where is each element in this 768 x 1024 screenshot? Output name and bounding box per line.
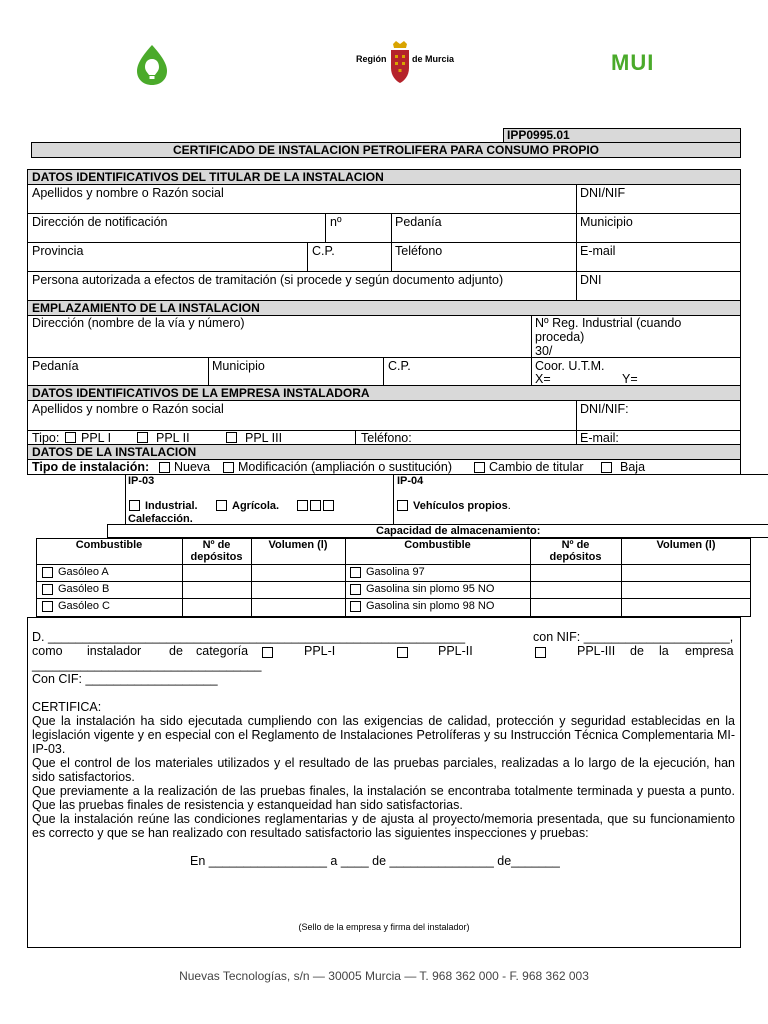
calefaccion-checkbox-3[interactable]: [323, 500, 334, 511]
cert-cif-line: Con CIF: ___________________: [32, 672, 218, 686]
ppl3-checkbox[interactable]: [226, 432, 237, 443]
gasoleo-c-checkbox[interactable]: [42, 601, 53, 612]
empl-reg-line1: Nº Reg. Industrial (cuando: [535, 316, 682, 330]
cert-ppl2: PPL-II: [438, 644, 473, 658]
modificacion-label: Modificación (ampliación o sustitución): [238, 460, 452, 474]
titular-telefono-label: Teléfono: [395, 244, 443, 258]
form-code-text: IPP0995.01: [507, 128, 570, 142]
empl-pedania-label: Pedanía: [32, 359, 79, 373]
cert-paragraph-3: Que previamente a la realización de las pruebas finales, la instalación se encontraba totalmente terminada y puesta a punto. Que las pruebas finales de resistencia y estanqueidad han sido satisfactorias.: [32, 784, 735, 812]
region-murcia-logo: [356, 40, 456, 84]
empl-municipio-label: Municipio: [212, 359, 265, 373]
empl-cp-label: C.P.: [388, 359, 411, 373]
gasoleo-b-label: Gasóleo B: [58, 583, 110, 595]
gasolina-97-checkbox[interactable]: [350, 567, 361, 578]
emplazamiento-section-title: EMPLAZAMIENTO DE LA INSTALACION: [32, 301, 260, 315]
empl-y-label: Y=: [622, 372, 638, 386]
murcia-text: de Murcia: [412, 54, 455, 64]
instalacion-section-title: DATOS DE LA INSTALACION: [32, 445, 197, 459]
gasolina-95-label: Gasolina sin plomo 95 NO: [366, 583, 495, 595]
cap-header-text: Combustible: [75, 539, 143, 551]
cert-sello: (Sello de la empresa y firma del instalador): [298, 922, 470, 932]
ip03-label: IP-03: [128, 475, 155, 487]
form-title-text: CERTIFICADO DE INSTALACION PETROLIFERA PARA CONSUMO PROPIO: [172, 143, 599, 157]
capacidad-title: Capacidad de almacenamiento:: [376, 525, 541, 537]
gasolina-98-checkbox[interactable]: [350, 601, 361, 612]
titular-name-label: Apellidos y nombre o Razón social: [32, 186, 224, 200]
cert-certifica: CERTIFICA:: [32, 700, 102, 714]
vehiculos-label: [413, 500, 511, 512]
cert-empresa-underline: _________________________________: [32, 658, 262, 672]
agricola-checkbox[interactable]: [216, 500, 227, 511]
titular-dni-label: DNI/NIF: [580, 186, 626, 200]
gasoleo-c-label: Gasóleo C: [58, 600, 110, 612]
cert-ppl1: PPL-I: [304, 644, 336, 658]
empresa-section-title: DATOS IDENTIFICATIVOS DE LA EMPRESA INSTALADORA: [32, 386, 370, 400]
gasolina-95-checkbox[interactable]: [350, 584, 361, 595]
cert-de2: de: [630, 644, 644, 658]
titular-section-title: DATOS IDENTIFICATIVOS DEL TITULAR DE LA INSTALACION: [32, 170, 384, 184]
industrial-checkbox[interactable]: [129, 500, 140, 511]
ppl1-label: PPL I: [81, 431, 112, 445]
emplazamiento-section-header: [28, 301, 740, 315]
baja-label: Baja: [620, 460, 646, 474]
titular-section-header: [28, 170, 740, 184]
cap-header-volumen-1: [251, 539, 345, 551]
empl-coor-label: Coor. U.T.M.: [535, 359, 605, 373]
empl-reg-line2: proceda): [535, 330, 585, 344]
titular-provincia-label: Provincia: [32, 244, 84, 258]
gasoleo-b-checkbox[interactable]: [42, 584, 53, 595]
empl-x-label: X=: [535, 372, 551, 386]
ppl3-label: PPL III: [245, 431, 283, 445]
form-code: [503, 128, 741, 143]
cert-ppl3: PPL-III: [577, 644, 616, 658]
industrial-label: Industrial.: [145, 500, 198, 512]
cert-ppl2-checkbox[interactable]: [397, 647, 408, 658]
empl-reg-line3: 30/: [535, 344, 553, 358]
ppl1-checkbox[interactable]: [65, 432, 76, 443]
baja-checkbox[interactable]: [601, 462, 612, 473]
tipo-instalacion-label: Tipo de instalación:: [32, 460, 150, 474]
cert-instalador: instalador: [87, 644, 142, 658]
empl-direccion-label: Dirección (nombre de la vía y número): [32, 316, 245, 330]
cert-nif-line: con NIF: _____________________,: [533, 630, 734, 644]
empresa-name-label: Apellidos y nombre o Razón social: [32, 402, 224, 416]
empresa-email-label: E-mail:: [580, 431, 619, 445]
cert-categoria: categoría: [196, 644, 249, 658]
titular-direccion-label: Dirección de notificación: [32, 215, 168, 229]
modificacion-checkbox[interactable]: [223, 462, 234, 473]
cambio-checkbox[interactable]: [474, 462, 485, 473]
cert-ppl1-checkbox[interactable]: [262, 647, 273, 658]
cap-header-depositos-1: [182, 539, 251, 563]
vehiculos-text: Vehículos propios: [413, 500, 508, 512]
titular-municipio-label: Municipio: [580, 215, 633, 229]
mui-logo: MUI: [611, 50, 655, 75]
footer-address: Nuevas Tecnologías, s/n — 30005 Murcia — T. 968 362 000 - F. 968 362 003: [179, 969, 589, 983]
empresa-telefono-label: Teléfono:: [361, 431, 412, 445]
coat-of-arms-icon: [389, 40, 411, 84]
calefaccion-checkbox-2[interactable]: [310, 500, 321, 511]
agricola-label: Agrícola.: [232, 500, 280, 512]
instalacion-section-header: [28, 445, 740, 459]
calefaccion-label: Calefacción.: [128, 513, 193, 525]
cap-header-text: Volumen (l): [268, 539, 328, 551]
gasolina-98-label: Gasolina sin plomo 98 NO: [366, 600, 495, 612]
cap-header-text: Volumen (l): [656, 539, 716, 551]
cert-paragraph-1: Que la instalación ha sido ejecutada cumpliendo con las exigencias de calidad, protección y seguridad establecidas en la legislación vigente y en especial con el Reglamento de Instalaciones Petrolíferas y su Instrucción Técnica Complementaria MI-IP-03.: [32, 714, 735, 756]
cap-header-combustible-2: [345, 539, 530, 551]
region-text: Región: [356, 54, 387, 64]
cap-header-text: Nº de depósitos: [190, 539, 243, 563]
cert-en-line: En _________________ a ____ de _______________ de_______: [190, 854, 560, 868]
cap-header-volumen-2: [621, 539, 751, 551]
cert-paragraph-2: Que el control de los materiales utilizados y el resultado de las pruebas parciales, realizadas a lo largo de la ejecución, han sido satisfactorios.: [32, 756, 735, 784]
form-title: [31, 142, 741, 158]
cap-header-text: Combustible: [404, 539, 471, 551]
green-drop-logo: [136, 44, 168, 86]
gasoleo-a-label: Gasóleo A: [58, 566, 109, 578]
gasoleo-a-checkbox[interactable]: [42, 567, 53, 578]
gasolina-97-label: Gasolina 97: [366, 566, 425, 578]
nueva-label: Nueva: [174, 460, 211, 474]
titular-email-label: E-mail: [580, 244, 616, 258]
cert-de: de: [169, 644, 183, 658]
empresa-tipo-label: Tipo:: [32, 431, 60, 445]
titular-pedania-label: Pedanía: [395, 215, 442, 229]
cert-d-line: D. ____________________________________________________________: [32, 630, 466, 644]
nueva-checkbox[interactable]: [159, 462, 170, 473]
cert-como: como: [32, 644, 63, 658]
vehiculos-checkbox[interactable]: [397, 500, 408, 511]
ppl2-checkbox[interactable]: [137, 432, 148, 443]
titular-persona-dni-label: DNI: [580, 273, 602, 287]
cert-paragraph-4: Que la instalación reúne las condiciones reglamentarias y de ajusta al proyecto/memoria presentada, que su funcionamiento es correcto y que se han realizado con resultado satisfactorio las siguientes inspecciones y pruebas:: [32, 812, 735, 840]
ppl2-label: PPL II: [156, 431, 190, 445]
lightbulb-leaf-icon: [136, 44, 168, 86]
empresa-section-header: [28, 386, 740, 400]
cap-header-text: Nº de depósitos: [549, 539, 602, 563]
vehiculos-dot: .: [507, 500, 511, 512]
cambio-label: Cambio de titular: [489, 460, 584, 474]
titular-cp-label: C.P.: [312, 244, 335, 258]
cap-header-combustible-1: [36, 539, 182, 551]
cert-empresa: empresa: [685, 644, 734, 658]
titular-persona-label: Persona autorizada a efectos de tramitación (si procede y según documento adjunto): [32, 273, 504, 287]
ip04-label: IP-04: [397, 475, 424, 487]
cert-la: la: [659, 644, 669, 658]
cert-ppl3-checkbox[interactable]: [535, 647, 546, 658]
calefaccion-checkbox-1[interactable]: [297, 500, 308, 511]
cap-header-depositos-2: [530, 539, 621, 563]
empresa-dni-label: DNI/NIF:: [580, 402, 629, 416]
titular-numero-label: nº: [330, 215, 342, 229]
